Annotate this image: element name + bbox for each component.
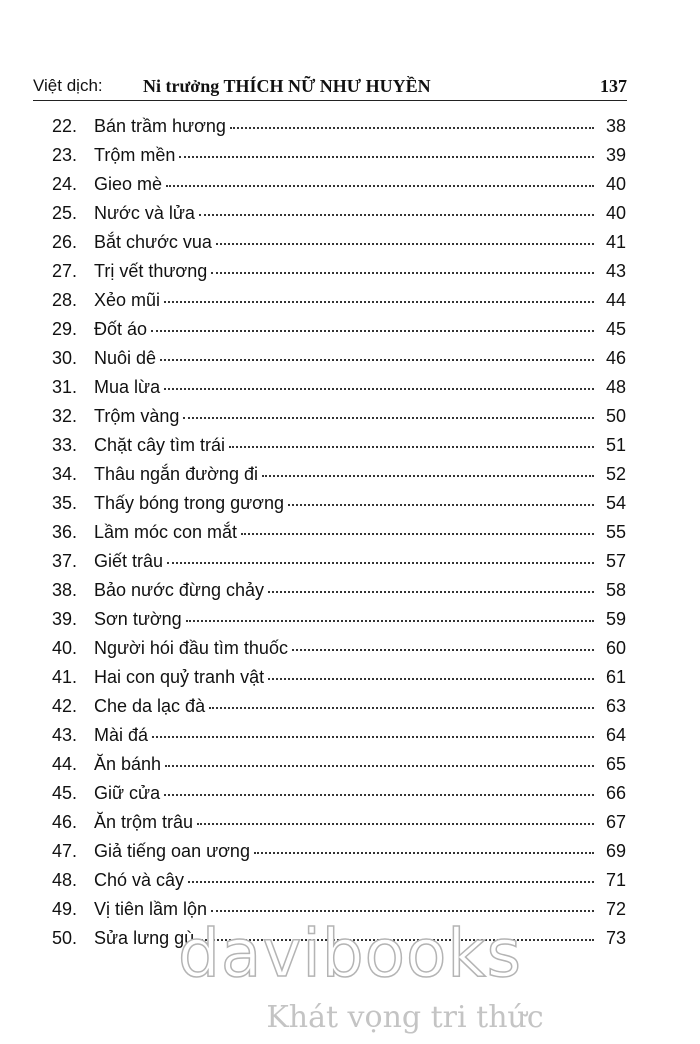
running-header [33,76,627,100]
toc-entry [52,812,626,841]
toc-entry-page: 59 [605,609,626,629]
table-of-contents [52,116,626,957]
toc-entry-number: 40. [52,638,78,658]
toc-entry-number: 27. [52,261,78,281]
toc-entry-title: Bảo nước đừng chảy [94,580,264,600]
toc-entry-page: 45 [605,319,626,339]
toc-entry-title: Sơn tường [94,609,182,629]
dot-leader [152,735,594,738]
dot-leader [166,184,594,187]
toc-entry-number: 44. [52,754,78,774]
dot-leader [197,822,594,825]
toc-entry-page: 43 [605,261,626,281]
toc-entry-title: Lầm móc con mắt [94,522,238,542]
toc-entry [52,870,626,899]
dot-leader [209,706,594,709]
dot-leader [160,358,594,361]
toc-entry-number: 31. [52,377,78,397]
toc-entry-title: Giữ cửa [94,783,161,803]
toc-entry-number: 39. [52,609,78,629]
toc-entry [52,435,626,464]
toc-entry-number: 45. [52,783,78,803]
toc-entry-title: Hai con quỷ tranh vật [94,667,265,687]
toc-entry-title: Giết trâu [94,551,164,571]
toc-entry-number: 24. [52,174,78,194]
toc-entry-page: 44 [605,290,626,310]
header-prefix: Việt dịch: [33,76,103,95]
dot-leader [164,387,594,390]
toc-entry [52,551,626,580]
toc-entry-number: 43. [52,725,78,745]
watermark-tagline: Khát vọng tri thức [266,1000,544,1035]
toc-entry [52,754,626,783]
header-author: Ni trưởng THÍCH NỮ NHƯ HUYỀN [143,76,431,96]
dot-leader [254,851,594,854]
toc-entry-title: Nuôi dê [94,348,157,368]
dot-leader [268,590,594,593]
toc-entry-number: 49. [52,899,78,919]
dot-leader [183,416,594,419]
dot-leader [199,213,594,216]
toc-entry-number: 35. [52,493,78,513]
toc-entry-title: Chó và cây [94,870,185,890]
dot-leader [179,155,594,158]
toc-entry [52,348,626,377]
toc-entry [52,522,626,551]
toc-entry-title: Chặt cây tìm trái [94,435,226,455]
toc-entry-page: 40 [605,203,626,223]
dot-leader [262,474,594,477]
toc-entry-number: 28. [52,290,78,310]
toc-entry [52,377,626,406]
toc-entry-title: Giả tiếng oan ương [94,841,250,861]
toc-entry-page: 38 [605,116,626,136]
dot-leader [292,648,594,651]
toc-entry [52,203,626,232]
toc-entry [52,493,626,522]
dot-leader [211,271,594,274]
toc-entry [52,696,626,725]
toc-entry-page: 51 [605,435,626,455]
toc-entry-page: 69 [605,841,626,861]
toc-entry-title: Thấy bóng trong gương [94,493,284,513]
toc-entry-page: 46 [605,348,626,368]
toc-entry [52,406,626,435]
toc-entry-number: 26. [52,232,78,252]
dot-leader [165,764,594,767]
toc-entry-number: 32. [52,406,78,426]
toc-entry-title: Bán trầm hương [94,116,226,136]
toc-entry-page: 66 [605,783,626,803]
toc-entry-number: 36. [52,522,78,542]
toc-entry-title: Đốt áo [94,319,148,339]
toc-entry-number: 37. [52,551,78,571]
toc-entry [52,725,626,754]
toc-entry-title: Che da lạc đà [94,696,206,716]
toc-entry-page: 58 [605,580,626,600]
toc-entry-page: 67 [605,812,626,832]
toc-entry-title: Sửa lưng gù [94,928,195,948]
toc-entry-title: Gieo mè [94,174,163,194]
toc-entry-page: 39 [605,145,626,165]
toc-entry-page: 64 [605,725,626,745]
toc-entry-title: Xẻo mũi [94,290,161,310]
dot-leader [167,561,594,564]
toc-entry [52,319,626,348]
toc-entry-number: 34. [52,464,78,484]
toc-entry-page: 54 [605,493,626,513]
toc-entry-number: 23. [52,145,78,165]
header-page-number: 137 [600,76,627,96]
toc-entry-number: 42. [52,696,78,716]
toc-entry-number: 30. [52,348,78,368]
toc-entry [52,116,626,145]
toc-entry-page: 57 [605,551,626,571]
toc-entry-page: 73 [605,928,626,948]
toc-entry-title: Trộm vàng [94,406,180,426]
toc-entry-title: Người hói đầu tìm thuốc [94,638,288,658]
toc-entry-number: 29. [52,319,78,339]
toc-entry [52,232,626,261]
toc-entry-title: Mua lừa [94,377,161,397]
toc-entry-page: 72 [605,899,626,919]
toc-entry [52,667,626,696]
toc-entry-page: 63 [605,696,626,716]
toc-entry [52,638,626,667]
toc-entry-page: 55 [605,522,626,542]
dot-leader [241,532,594,535]
toc-entry [52,464,626,493]
dot-leader [211,909,594,912]
dot-leader [186,619,594,622]
dot-leader [151,329,594,332]
toc-entry-page: 40 [605,174,626,194]
toc-entry-page: 65 [605,754,626,774]
toc-entry-title: Trộm mền [94,145,176,165]
toc-entry-number: 22. [52,116,78,136]
dot-leader [229,445,594,448]
toc-entry-title: Ăn bánh [94,754,162,774]
toc-entry-page: 48 [605,377,626,397]
dot-leader [288,503,594,506]
toc-entry [52,174,626,203]
toc-entry-page: 52 [605,464,626,484]
toc-entry [52,841,626,870]
toc-entry-number: 47. [52,841,78,861]
toc-entry-title: Ăn trộm trâu [94,812,194,832]
toc-entry-number: 50. [52,928,78,948]
toc-entry-number: 41. [52,667,78,687]
toc-entry-title: Thâu ngắn đường đi [94,464,258,484]
toc-entry-title: Trị vết thương [94,261,208,281]
toc-entry-title: Vị tiên lầm lộn [94,899,208,919]
toc-entry-page: 41 [605,232,626,252]
toc-entry-title: Bắt chước vua [94,232,212,252]
toc-entry [52,145,626,174]
dot-leader [188,880,594,883]
toc-entry-number: 38. [52,580,78,600]
toc-entry-number: 33. [52,435,78,455]
dot-leader [164,300,594,303]
toc-entry-page: 71 [605,870,626,890]
toc-entry [52,580,626,609]
toc-entry [52,609,626,638]
dot-leader [164,793,594,796]
dot-leader [230,126,594,129]
dot-leader [216,242,594,245]
toc-entry [52,290,626,319]
toc-entry-page: 50 [605,406,626,426]
header-rule [33,100,627,101]
toc-entry-number: 48. [52,870,78,890]
toc-entry-title: Mài đá [94,725,149,745]
toc-entry-page: 61 [605,667,626,687]
toc-entry-number: 25. [52,203,78,223]
toc-entry [52,261,626,290]
toc-entry-page: 60 [605,638,626,658]
toc-entry-title: Nước và lửa [94,203,195,223]
dot-leader [268,677,594,680]
toc-entry-number: 46. [52,812,78,832]
watermark-brand: davibooks [178,915,522,992]
toc-entry [52,783,626,812]
